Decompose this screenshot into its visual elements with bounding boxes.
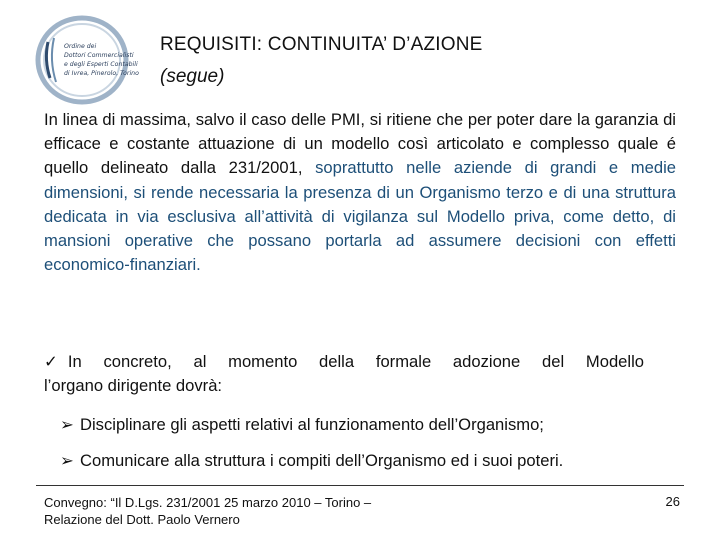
paragraph-blue-text: soprattutto nelle aziende di grandi e medie dimensioni, si rende necessaria la presenza di un Organismo terzo e di una struttura dedicata in via esclusiva all’attività di vigilanza sul Modello priva, come detto, di mansioni operative che possano portarla ad assumere decisioni con effetti economico-finanziari. xyxy=(44,158,676,275)
slide-title: REQUISITI: CONTINUITA’ D’AZIONE xyxy=(160,34,483,55)
logo-seal xyxy=(34,12,146,106)
arrow-bullet-icon: ➢ xyxy=(60,451,74,470)
logo-line-4: di Ivrea, Pinerolo, Torino xyxy=(64,70,139,77)
paragraph-black-text: In linea di massima, salvo il caso delle PMI, si ritiene che per poter dare la garanzia di efficace e costante attuazione di un modello così articolato e complesso quale é quello delineato dalla 231/2001, xyxy=(44,110,676,178)
bullet-item-2 xyxy=(60,450,563,472)
footer xyxy=(44,494,464,528)
logo-line-1: Ordine dei xyxy=(64,43,97,50)
order-logo xyxy=(34,12,146,106)
logo-line-3: e degli Esperti Contabili xyxy=(64,61,138,68)
logo-line-2: Dottori Commercialisti xyxy=(64,52,134,59)
footer-line-2: Relazione del Dott. Paolo Vernero xyxy=(44,512,240,527)
arrow-bullet-icon: ➢ xyxy=(60,415,74,434)
main-paragraph xyxy=(44,108,676,277)
bullet-item-1 xyxy=(60,414,544,436)
bullet-text-2: Comunicare alla struttura i compiti dell’Organismo ed i suoi poteri. xyxy=(80,451,564,470)
bullet-text-1: Disciplinare gli aspetti relativi al funzionamento dell’Organismo; xyxy=(80,415,544,434)
checkmark-icon: ✓ xyxy=(44,352,58,371)
footer-line-1: Convegno: “Il D.Lgs. 231/2001 25 marzo 2010 – Torino – xyxy=(44,495,372,510)
slide-subtitle: (segue) xyxy=(160,66,225,87)
footer-divider xyxy=(36,485,684,486)
check-line-2: l’organo dirigente dovrà: xyxy=(44,376,223,395)
check-line-1: In concreto, al momento della formale adozione del Modello xyxy=(67,352,644,371)
check-item xyxy=(44,350,644,398)
page-number: 26 xyxy=(665,494,680,509)
